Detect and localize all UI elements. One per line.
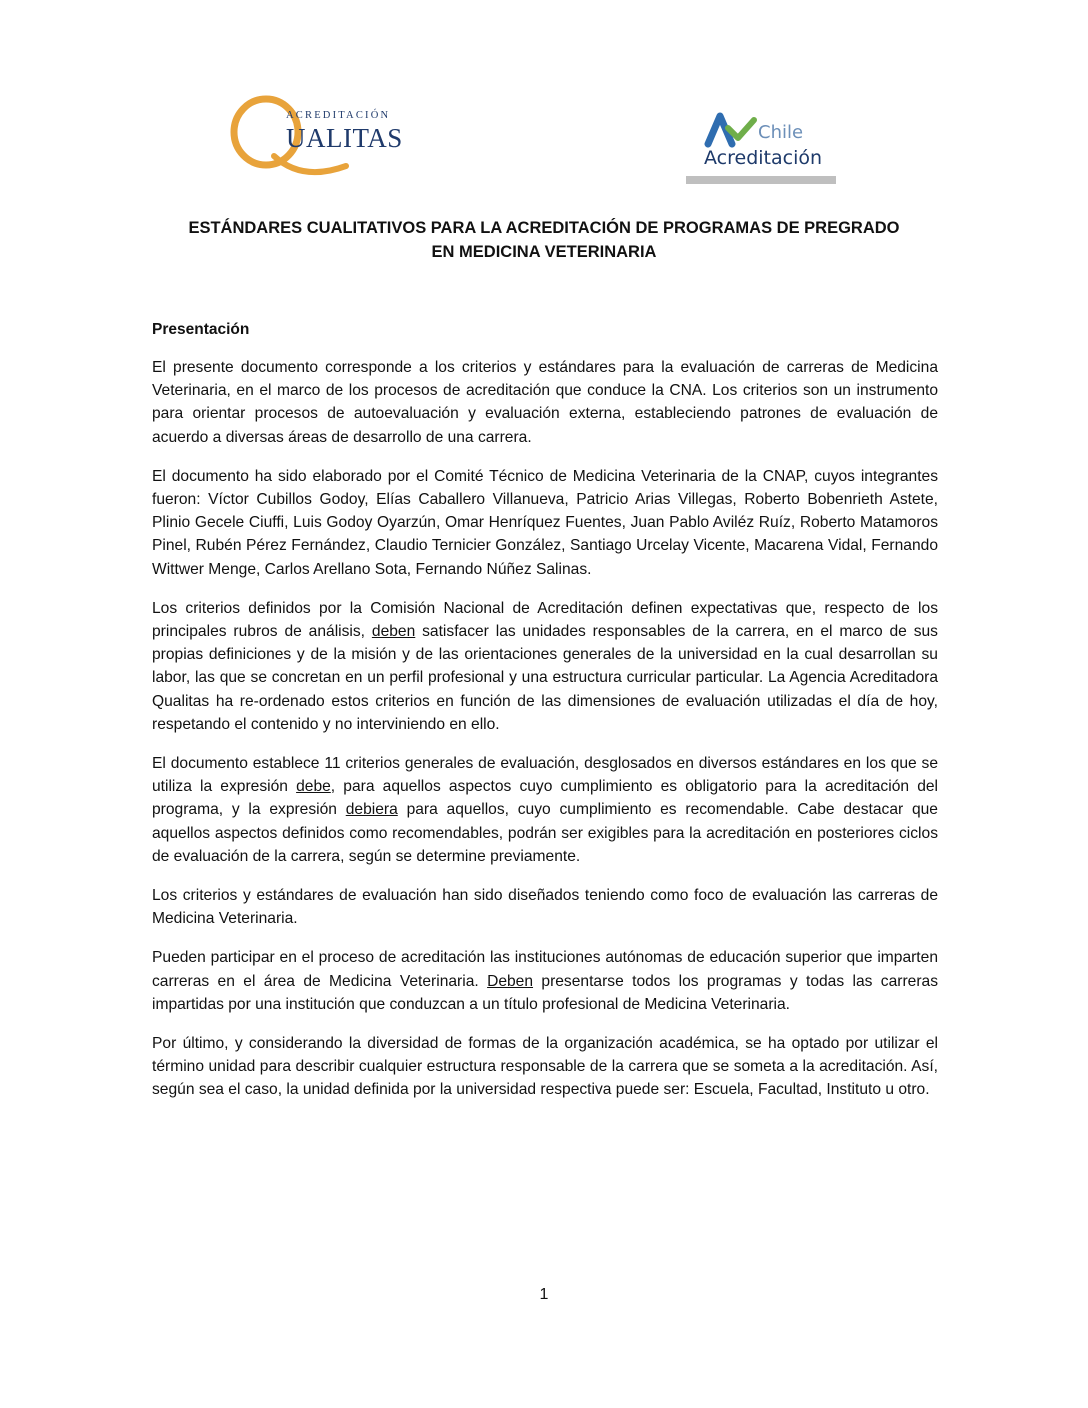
paragraph-participation-text-b: presentarse todos los programas y todas las carreras impartidas por una institución que conduzcan a un título profesional de Medicina Veterinaria. xyxy=(152,972,938,1013)
paragraph-intro-text: El presente documento corresponde a los criterios y estándares para la evaluación de carreras de Medicina Veterinaria, en el marco de los procesos de acreditación que conduce la CNA. Los criterios son un instrumento para orientar procesos de autoevaluación y evaluación externa, estableciendo patrones de evaluación de acuerdo a diversas áreas de desarrollo de una carrera. xyxy=(152,359,938,446)
title-line-1: ESTÁNDARES CUALITATIVOS PARA LA ACREDITACIÓN DE PROGRAMAS DE PREGRADO xyxy=(188,219,900,237)
paragraph-focus xyxy=(152,884,938,930)
title-line-2: EN MEDICINA VETERINARIA xyxy=(431,243,657,261)
paragraph-criteria xyxy=(152,597,938,736)
paragraph-standards xyxy=(152,752,938,868)
page-number: 1 xyxy=(539,1286,549,1303)
chile-acreditacion-logo xyxy=(686,104,836,186)
svg-text:ACREDITACIÓN: ACREDITACIÓN xyxy=(286,110,391,121)
paragraph-criteria-text-a: Los criterios definidos por la Comisión Nacional de Acreditación definen expectativas que, respecto de los principales rubros de análisis, xyxy=(152,599,938,641)
paragraph-unit-text: Por último, y considerando la diversidad de formas de la organización académica, se ha optado por utilizar el término unidad para describir cualquier estructura responsable de la carrera que se someta a la acreditación. Así, según sea el caso, la unidad definida por la universidad respectiva puede ser: Escuela, Facultad, Instituto u otro. xyxy=(152,1035,938,1099)
document-title xyxy=(120,216,968,264)
document-body xyxy=(152,318,938,1118)
svg-text:UALITAS: UALITAS xyxy=(286,123,403,153)
paragraph-intro xyxy=(152,356,938,449)
paragraph-criteria-text-b: satisfacer las unidades responsables de la carrera, en el marco de sus propias definiciones y de la misión y de las orientaciones generales de la universidad en la cual desarrollan su labor, las que se concretan en un perfil profesional y una estructura curricular particular. La Agencia Acreditadora Qualitas ha re-ordenado estos criterios en función de las dimensiones de evaluación utilizadas el día de hoy, respetando el contenido y no interviniendo en ello. xyxy=(152,623,938,733)
underlined-deben-capital: Deben xyxy=(487,972,534,990)
section-heading: Presentación xyxy=(152,321,250,338)
underlined-deben: deben xyxy=(371,623,416,641)
underlined-debiera: debiera xyxy=(345,801,398,819)
paragraph-focus-text: Los criterios y estándares de evaluación han sido diseñados teniendo como foco de evaluación las carreras de Medicina Veterinaria. xyxy=(152,887,938,928)
paragraph-committee xyxy=(152,465,938,581)
paragraph-standards-text-b: , para aquellos aspectos cuyo cumplimiento es obligatorio para la acreditación del programa, y la expresión xyxy=(152,778,938,819)
qualitas-logo xyxy=(222,86,422,184)
chile-acreditacion-logo-graphic xyxy=(686,104,836,186)
svg-text:Chile: Chile xyxy=(758,122,804,143)
svg-text:Acreditación: Acreditación xyxy=(704,147,823,169)
paragraph-participation-text-a: Pueden participar en el proceso de acreditación las instituciones autónomas de educación superior que imparten carreras en el área de Medicina Veterinaria. xyxy=(152,949,938,990)
paragraph-standards-text-c: para aquellos, cuyo cumplimiento es recomendable. Cabe destacar que aquellos aspectos definidos como recomendables, podrán ser exigibles para la acreditación en posteriores ciclos de evaluación de la carrera, según se determine previamente. xyxy=(152,801,938,865)
paragraph-unit xyxy=(152,1032,938,1102)
qualitas-logo-graphic xyxy=(222,86,422,184)
paragraph-participation xyxy=(152,946,938,1016)
underlined-debe: debe xyxy=(296,778,331,796)
paragraph-committee-text: El documento ha sido elaborado por el Comité Técnico de Medicina Veterinaria de la CNAP, cuyos integrantes fueron: Víctor Cubillos Godoy, Elías Caballero Villanueva, Patricio Arias Villegas, Roberto Bobenrieth Astete, Plinio Gecele Ciuffi, Luis Godoy Oyarzún, Omar Henríquez Fuentes, Juan Pablo Aviléz Ruíz, Roberto Matamoros Pinel, Rubén Pérez Fernández, Claudio Ternicier González, Santiago Urcelay Vicente, Macarena Vidal, Fernando Wittwer Menge, Carlos Arellano Sota, Fernando Núñez Salinas. xyxy=(152,467,938,578)
paragraph-standards-text-a: El documento establece 11 criterios generales de evaluación, desglosados en diversos estándares en los que se utiliza la expresión xyxy=(152,755,938,796)
